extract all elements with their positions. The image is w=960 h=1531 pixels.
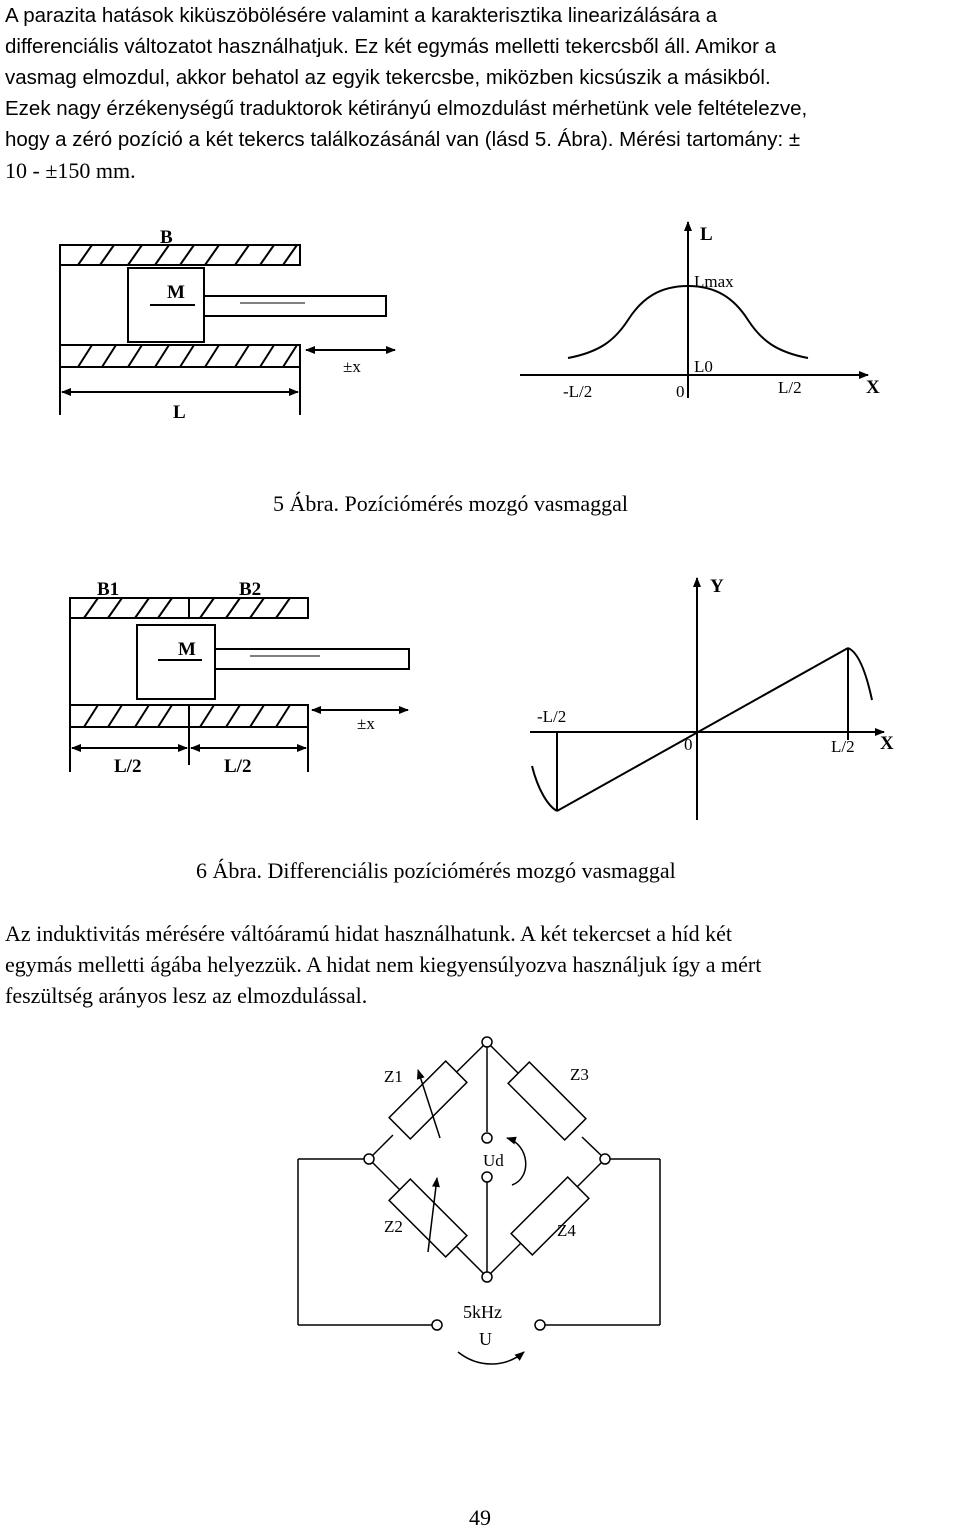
graph-x-label: X	[880, 733, 894, 754]
length-label: L	[173, 402, 186, 423]
half-label: L/2	[224, 756, 252, 777]
source-label: U	[479, 1329, 492, 1349]
bridge-line: egymás melletti ágába helyezzük. A hidat nem kiegyensúlyozva használjuk így a mért	[5, 952, 762, 977]
coil2-label: B2	[239, 579, 262, 600]
displacement-label: ±x	[357, 714, 375, 733]
core-label: M	[178, 639, 196, 660]
intro-line: A parazita hatások kiküszöbölésére valamint a karakterisztika linearizálására a	[5, 4, 718, 27]
tick-label: 0	[676, 382, 685, 401]
bridge-paragraph	[5, 918, 957, 1011]
core-m	[128, 268, 386, 342]
coil-b	[60, 245, 300, 415]
displacement-label: ±x	[343, 357, 361, 376]
graph-y-label: L	[700, 224, 713, 245]
z4-label: Z4	[557, 1221, 576, 1240]
intro-line: 10 - ±150 mm.	[5, 158, 136, 183]
coil1-label: B1	[97, 579, 120, 600]
bridge-line: feszültség arányos lesz az elmozdulással.	[5, 983, 368, 1008]
impedance-z4	[511, 1177, 589, 1255]
intro-line: hogy a zéró pozíció a két tekercs találkozásánál van (lásd 5. Ábra). Mérési tartomány: ±	[5, 128, 801, 151]
tick-label: L/2	[778, 378, 802, 397]
intro-line: vasmag elmozdul, akkor behatol az egyik tekercsbe, miközben kicsúszik a másikból.	[5, 66, 771, 89]
ud-label: Ud	[483, 1151, 504, 1170]
tick-label: 0	[684, 735, 693, 754]
figure6-caption: 6 Ábra. Differenciális pozíciómérés mozgó vasmaggal	[196, 858, 676, 883]
frequency-label: 5kHz	[463, 1302, 502, 1322]
tick-label: L/2	[831, 737, 855, 756]
graph-base-label: L0	[694, 357, 713, 376]
graph-y-label: Y	[710, 576, 724, 597]
intro-paragraph	[5, 0, 957, 186]
coil-label: B	[160, 227, 173, 248]
bridge-diagram	[0, 1025, 960, 1395]
tick-label: -L/2	[563, 382, 593, 401]
page-number: 49	[469, 1505, 491, 1530]
differential-graph	[530, 578, 884, 820]
z1-label: Z1	[384, 1067, 403, 1086]
bridge-line: Az induktivitás mérésére váltóáramú hidat használhatunk. A két tekercset a híd két	[5, 921, 732, 946]
bridge-wiring	[298, 1042, 660, 1325]
figure5-drawing	[0, 210, 960, 430]
intro-line: differenciális változatot használhatjuk. Ez két egymás melletti tekercsből áll. Amikor a	[5, 35, 777, 58]
graph-peak-label: Lmax	[694, 272, 734, 291]
figure6-drawing	[0, 570, 960, 830]
core-m-diff	[137, 625, 409, 699]
figure5-caption: 5 Ábra. Pozíciómérés mozgó vasmaggal	[273, 491, 628, 516]
tick-label: -L/2	[537, 707, 567, 726]
z3-label: Z3	[570, 1065, 589, 1084]
z2-label: Z2	[384, 1217, 403, 1236]
core-label: M	[167, 282, 185, 303]
graph-x-label: X	[866, 377, 880, 398]
intro-line: Ezek nagy érzékenységű traduktorok kétirányú elmozdulást mérhetünk vele feltételezve,	[5, 97, 808, 120]
half-label: L/2	[114, 756, 142, 777]
